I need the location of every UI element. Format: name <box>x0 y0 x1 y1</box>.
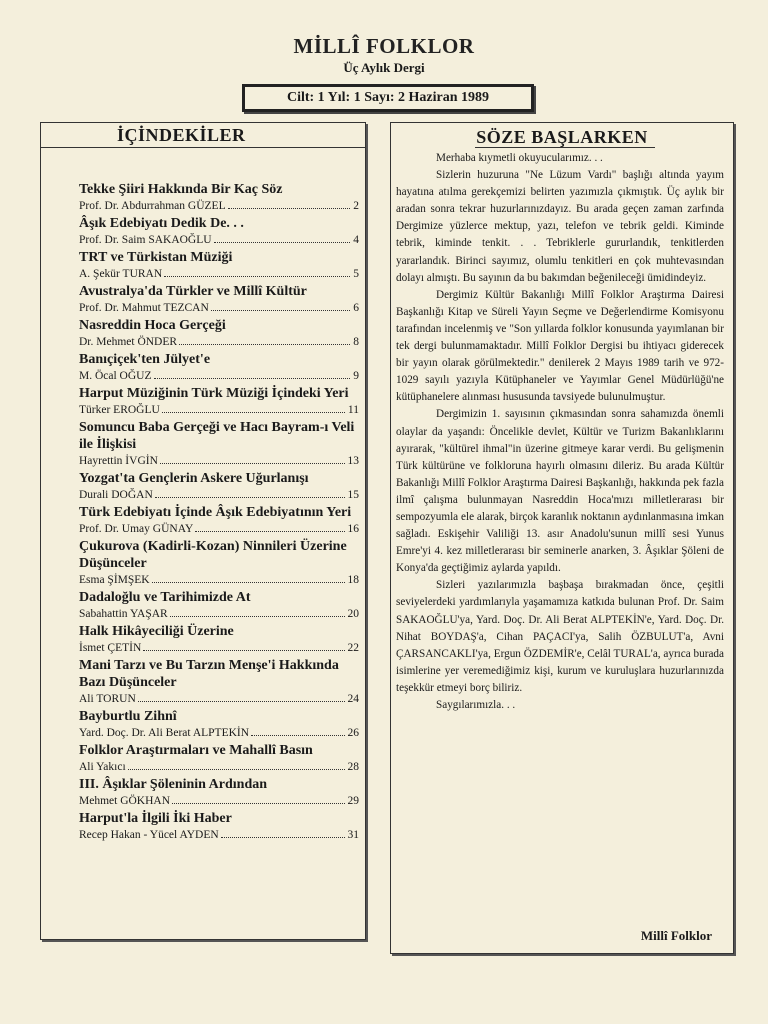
editorial-paragraph: Sizlerin huzuruna "Ne Lüzum Vardı" başlığı altında yayım hayatına atılma gerekçemizi belirten yazımızla çıkmıştık. Üç aylık bir aradan sonra tekrar huzurlarınızdayız. Bu arada geçen zaman zarfında Dergimize yüzlerce mektup, yazı, telefon ve tebrik geldi. Kiminde tebrik, kiminde tenkit. . . Tebriklerle gururlandık, tenkitlerden yararlandık. Birinci sayımız, olumlu tenkitleri en çok muhtevasından dolayı almıştı. Bu sayının da bu bakımdan beğenileceği ümidindeyiz. <box>396 169 724 284</box>
toc-entry-author-line <box>79 691 359 708</box>
toc-entry-author-line <box>79 606 359 623</box>
toc-entry-leader-dots <box>195 531 344 532</box>
toc-entry <box>79 181 359 215</box>
toc-entry-leader-dots <box>152 582 345 583</box>
toc-entry-leader-dots <box>211 310 350 311</box>
toc-entry-title: Harput Müziğinin Türk Müziği İçindeki Yeri <box>79 386 349 401</box>
toc-entry-author: Esma ŞİMŞEK <box>79 574 150 586</box>
toc-entry-author: A. Şekür TURAN <box>79 268 163 280</box>
toc-entry-page: 15 <box>347 489 359 501</box>
toc-entry <box>79 776 359 810</box>
toc-entry-leader-dots <box>155 497 345 498</box>
toc-entry-leader-dots <box>138 701 345 702</box>
editorial-paragraph: Saygılarımızla. . . <box>436 699 516 711</box>
toc-entry-leader-dots <box>160 463 345 464</box>
toc-entry-leader-dots <box>164 276 350 277</box>
toc-entry-title: Somuncu Baba Gerçeği ve Hacı Bayram-ı Veli ile İlişkisi <box>79 420 355 452</box>
magazine-subtitle: Üç Aylık Dergi <box>343 60 425 75</box>
toc-entry <box>79 317 359 351</box>
toc-entry-title: Âşık Edebiyatı Dedik De. . . <box>79 216 244 231</box>
toc-entry-page: 22 <box>347 642 359 654</box>
toc-entry-page: 4 <box>353 234 359 246</box>
toc-entry-author: Recep Hakan - Yücel AYDEN <box>79 829 219 841</box>
toc-entry <box>79 351 359 385</box>
toc-entry-author-line <box>79 487 359 504</box>
toc-entry-author-line <box>79 266 359 283</box>
toc-entry-author: Durali DOĞAN <box>79 489 153 501</box>
toc-heading: İÇİNDEKİLER <box>117 125 246 145</box>
toc-entry-author: M. Öcal OĞUZ <box>79 370 152 382</box>
toc-entry <box>79 419 359 470</box>
toc-entry-title: Banıçiçek'ten Jülyet'e <box>79 352 211 367</box>
toc-entry-title: TRT ve Türkistan Müziği <box>79 250 233 265</box>
toc-entry-page: 29 <box>347 795 359 807</box>
toc-entry <box>79 623 359 657</box>
toc-entry-page: 13 <box>347 455 359 467</box>
toc-entry <box>79 589 359 623</box>
toc-entry-leader-dots <box>128 769 345 770</box>
toc-entry-page: 8 <box>353 336 359 348</box>
toc-entry-title: Türk Edebiyatı İçinde Âşık Edebiyatının Yeri <box>79 505 352 520</box>
toc-entry-page: 28 <box>347 761 359 773</box>
toc-entry-leader-dots <box>251 735 344 736</box>
magazine-title: MİLLÎ FOLKLOR <box>293 34 475 58</box>
editorial-signature: Millî Folklor <box>640 928 712 943</box>
toc-entry-title: Tekke Şiiri Hakkında Bir Kaç Söz <box>79 182 283 197</box>
toc-entry-page: 5 <box>353 268 359 280</box>
toc-entry <box>79 504 359 538</box>
toc-entry-author: Prof. Dr. Umay GÜNAY <box>79 523 194 535</box>
toc-entry-leader-dots <box>170 616 345 617</box>
toc-entry-author: Türker EROĞLU <box>79 404 160 416</box>
toc-entry-leader-dots <box>221 837 345 838</box>
toc-entry-leader-dots <box>154 378 351 379</box>
toc-entry-page: 26 <box>347 727 359 739</box>
toc-entry-author-line <box>79 368 359 385</box>
toc-entry-author-line <box>79 232 359 249</box>
toc-entry-leader-dots <box>143 650 344 651</box>
toc-entry-author: Yard. Doç. Dr. Ali Berat ALPTEKİN <box>79 727 250 739</box>
toc-entry <box>79 249 359 283</box>
toc-entry-author: Ali TORUN <box>79 693 136 705</box>
toc-list <box>79 181 359 844</box>
toc-entry-leader-dots <box>214 242 351 243</box>
editorial-paragraph: Dergimizin 1. sayısının çıkmasından sonra sahamızda önemli olaylar da yaşandı: Öncelikle devlet, Kültür ve Turizm Bakanlıklarını ayırarak, "kültürel ihmal"in üzerine gitmeye karar verdi. Bu gelişmenin Türk kültürüne ve folkloruna hayırlı olmasını dileriz. Bu arada Kültür Bakanlığı Millî Folklor Araştırma Dairesi Başkanlığı, hakkında pek fazla ilmî çalışma bulunmayan Nasreddin Hoca'mızı milletlerarası bir sempozyumla ele alarak, birçok karanlık noktanın aydınlanmasına imkan sağladı. Eskişehir Valiliği 13. asır Anadolu'sunun millî sesi Yunus Emre'yi 4. kez milletlerarası bir seminerle anarken, 3. Âşıklar Şöleni de Konya'da geçtiğimiz aylarda yapıldı. <box>396 408 724 575</box>
toc-entry <box>79 538 359 589</box>
toc-entry-page: 9 <box>353 370 359 382</box>
toc-entry-author: Prof. Dr. Mahmut TEZCAN <box>79 302 209 314</box>
toc-entry <box>79 742 359 776</box>
toc-entry-author: Prof. Dr. Saim SAKAOĞLU <box>79 234 212 246</box>
toc-entry-title: Çukurova (Kadirli-Kozan) Ninnileri Üzerine Düşünceler <box>79 539 347 571</box>
toc-entry <box>79 215 359 249</box>
toc-entry-author: Prof. Dr. Abdurrahman GÜZEL <box>79 200 226 212</box>
toc-entry <box>79 708 359 742</box>
toc-entry-author: Mehmet GÖKHAN <box>79 795 171 807</box>
toc-entry-leader-dots <box>179 344 350 345</box>
toc-entry-page: 31 <box>347 829 359 841</box>
editorial-paragraph: Dergimiz Kültür Bakanlığı Millî Folklor Araştırma Dairesi Başkanlığı Kitap ve Süreli Yayın Seçme ve Değerlendirme Komisyonu tarafından incelenmiş ve "Son yıllarda folklor konusunda yayımlanan bir tek dergi bulunmamaktadır. Millî Folklor Dergisi bu ihtiyacı giderecek bir yayın olarak görülmektedir." denilerek 2 Mayıs 1989 tarih ve 972-1029 sayılı yazıyla Kütüphaneler ve Yayımlar Genel Müdürlüğü'ne kütüphanelere alınması hususunda tavsiyede bulunulmuştur. <box>396 288 724 404</box>
toc-entry-title: III. Âşıklar Şöleninin Ardından <box>79 777 268 792</box>
toc-entry <box>79 470 359 504</box>
toc-entry-author-line <box>79 759 359 776</box>
toc-entry-title: Nasreddin Hoca Gerçeği <box>79 318 226 333</box>
toc-entry-title: Dadaloğlu ve Tarihimizde At <box>79 590 251 605</box>
toc-entry-author-line <box>79 725 359 742</box>
toc-heading-rule <box>41 147 365 148</box>
toc-entry-leader-dots <box>228 208 351 209</box>
toc-entry-author: Sabahattin YAŞAR <box>79 608 168 620</box>
editorial-paragraph: Merhaba kıymetli okuyucularımız. . . <box>436 152 603 164</box>
editorial-heading-rule <box>475 147 655 148</box>
toc-entry-title: Bayburtlu Zihnî <box>79 709 177 724</box>
editorial-paragraph: Sizleri yazılarımızla başbaşa bırakmadan önce, çeşitli seviyelerdeki yardımlarıyla yaşamamıza katkıda bulunan Prof. Dr. Saim SAKAOĞLU'ya, Yard. Doç. Dr. Ali Berat ALPTEKİN'e, Yard. Doç. Dr. Nihat BOYDAŞ'a, Cihan PAÇACI'ya, Salih ÖZBULUT'a, Avni ÇARSANCAKLI'ya, Ergun ÖZDEMİR'e, Celâl TURAL'a, ayrıca burada isimlerine yer veremediğimiz kişi, kurum ve kuruluşlara huzurlarınızda teşekkür etmeyi borç biliriz. <box>396 579 724 694</box>
toc-entry-page: 11 <box>347 404 359 416</box>
toc-entry-page: 20 <box>347 608 359 620</box>
toc-entry <box>79 385 359 419</box>
toc-entry-page: 2 <box>353 200 359 212</box>
toc-entry-author: İsmet ÇETİN <box>79 642 142 654</box>
toc-entry-author-line <box>79 521 359 538</box>
editorial-heading: SÖZE BAŞLARKEN <box>476 127 648 147</box>
toc-entry-page: 16 <box>347 523 359 535</box>
toc-entry-title: Halk Hikâyeciliği Üzerine <box>79 624 234 639</box>
toc-entry-author-line <box>79 572 359 589</box>
toc-entry-author-line <box>79 402 359 419</box>
toc-entry-page: 18 <box>347 574 359 586</box>
toc-entry-author-line <box>79 300 359 317</box>
toc-entry-author-line <box>79 453 359 470</box>
toc-entry-author: Dr. Mehmet ÖNDER <box>79 336 178 348</box>
toc-entry-title: Harput'la İlgili İki Haber <box>79 811 232 826</box>
table-of-contents <box>40 122 366 940</box>
toc-entry-page: 24 <box>347 693 359 705</box>
masthead <box>0 34 768 76</box>
toc-entry-leader-dots <box>172 803 344 804</box>
toc-entry <box>79 657 359 708</box>
toc-entry-title: Yozgat'ta Gençlerin Askere Uğurlanışı <box>79 471 309 486</box>
toc-entry-author: Hayrettin İVGİN <box>79 455 158 467</box>
toc-entry-author-line <box>79 640 359 657</box>
issue-info: Cilt: 1 Yıl: 1 Sayı: 2 Haziran 1989 <box>242 84 534 112</box>
toc-entry-author: Ali Yakıcı <box>79 761 126 773</box>
toc-entry <box>79 810 359 844</box>
toc-entry-author-line <box>79 827 359 844</box>
toc-entry-title: Folklor Araştırmaları ve Mahallî Basın <box>79 743 313 758</box>
toc-entry-author-line <box>79 334 359 351</box>
toc-entry-page: 6 <box>353 302 359 314</box>
toc-entry-author-line <box>79 793 359 810</box>
toc-entry-title: Mani Tarzı ve Bu Tarzın Menşe'i Hakkında Bazı Düşünceler <box>79 658 339 690</box>
editorial-text <box>396 150 724 714</box>
toc-entry-leader-dots <box>162 412 345 413</box>
toc-entry <box>79 283 359 317</box>
toc-entry-author-line <box>79 198 359 215</box>
toc-entry-title: Avustralya'da Türkler ve Millî Kültür <box>79 284 307 299</box>
